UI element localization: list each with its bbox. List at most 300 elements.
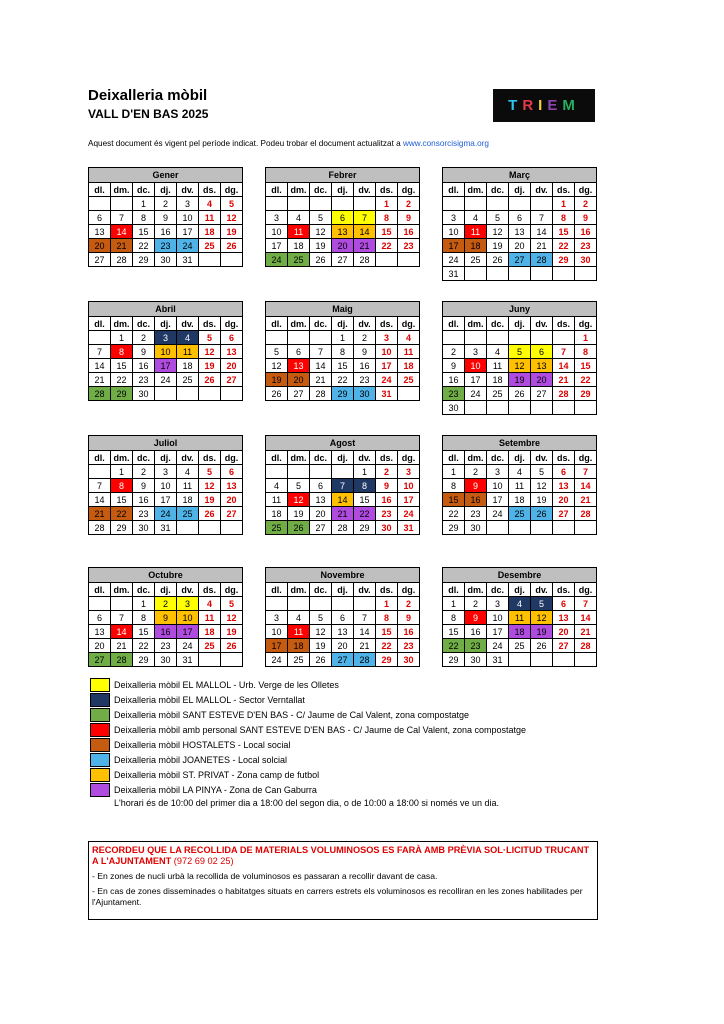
day-cell: 21: [354, 239, 376, 253]
day-cell: 2: [575, 197, 597, 211]
weekday-header: dl.: [443, 317, 465, 331]
day-cell: 22: [376, 639, 398, 653]
day-cell: 17: [155, 493, 177, 507]
day-cell: 4: [288, 611, 310, 625]
day-cell: 4: [177, 331, 199, 345]
month-juliol: [88, 435, 243, 535]
weekday-header: ds.: [553, 183, 575, 197]
day-cell: 11: [266, 493, 288, 507]
day-cell: 29: [553, 253, 575, 267]
day-cell: 25: [509, 639, 531, 653]
empty-day-cell: [575, 653, 597, 667]
weekday-header: dm.: [111, 451, 133, 465]
notice-line-1: - En zones de nucli urbà la recollida de voluminosos es passaran a recollir davant de casa.: [92, 871, 438, 881]
logo-letter: E: [547, 97, 563, 114]
day-cell: 21: [332, 507, 354, 521]
weekday-header: dl.: [266, 583, 288, 597]
day-cell: 14: [310, 359, 332, 373]
logo-letter: M: [562, 97, 580, 114]
legend-label: Deixalleria mòbil EL MALLOL - Sector Verntallat: [114, 694, 305, 705]
day-cell: 16: [398, 625, 420, 639]
legend-item: [90, 677, 526, 692]
page-title: Deixalleria mòbil: [88, 87, 208, 104]
day-cell: 7: [354, 611, 376, 625]
day-cell: 19: [531, 493, 553, 507]
day-cell: 14: [89, 493, 111, 507]
day-cell: 26: [531, 639, 553, 653]
day-cell: 6: [221, 331, 243, 345]
empty-day-cell: [332, 465, 354, 479]
empty-day-cell: [531, 331, 553, 345]
empty-day-cell: [531, 653, 553, 667]
weekday-header: dm.: [288, 317, 310, 331]
legend-swatch: [90, 678, 110, 692]
empty-day-cell: [310, 465, 332, 479]
weekday-header: dv.: [531, 451, 553, 465]
day-cell: 5: [310, 611, 332, 625]
day-cell: 6: [553, 465, 575, 479]
day-cell: 29: [575, 387, 597, 401]
day-cell: 2: [465, 597, 487, 611]
day-cell: 18: [199, 625, 221, 639]
day-cell: 30: [133, 387, 155, 401]
empty-day-cell: [531, 401, 553, 415]
day-cell: 27: [221, 373, 243, 387]
day-cell: 27: [332, 253, 354, 267]
day-cell: 16: [354, 359, 376, 373]
weekday-header: dg.: [575, 451, 597, 465]
day-cell: 2: [155, 597, 177, 611]
day-cell: 25: [487, 387, 509, 401]
day-cell: 18: [465, 239, 487, 253]
empty-day-cell: [221, 521, 243, 535]
day-cell: 26: [310, 653, 332, 667]
day-cell: 12: [221, 611, 243, 625]
day-cell: 4: [465, 211, 487, 225]
day-cell: 31: [177, 653, 199, 667]
legend-label: Deixalleria mòbil SANT ESTEVE D'EN BAS - C/ Jaume de Cal Valent, zona compostatge: [114, 709, 470, 720]
empty-day-cell: [155, 387, 177, 401]
day-cell: 12: [199, 479, 221, 493]
weekday-header: ds.: [553, 317, 575, 331]
day-cell: 27: [553, 639, 575, 653]
weekday-header: dm.: [465, 183, 487, 197]
weekday-header: dv.: [531, 317, 553, 331]
day-cell: 10: [398, 479, 420, 493]
day-cell: 9: [398, 611, 420, 625]
day-cell: 28: [310, 387, 332, 401]
empty-day-cell: [288, 197, 310, 211]
weekday-header: dl.: [89, 583, 111, 597]
day-cell: 3: [266, 211, 288, 225]
weekday-header: dg.: [221, 583, 243, 597]
weekday-header: dm.: [111, 183, 133, 197]
day-cell: 25: [177, 373, 199, 387]
day-cell: 26: [199, 373, 221, 387]
day-cell: 24: [177, 639, 199, 653]
day-cell: 20: [531, 373, 553, 387]
day-cell: 11: [398, 345, 420, 359]
weekday-header: dj.: [332, 183, 354, 197]
day-cell: 15: [133, 225, 155, 239]
day-cell: 18: [199, 225, 221, 239]
month-name: Febrer: [266, 168, 420, 183]
month-maig: [265, 301, 420, 401]
weekday-header: dm.: [465, 317, 487, 331]
day-cell: 12: [199, 345, 221, 359]
weekday-header: dj.: [155, 317, 177, 331]
day-cell: 9: [155, 611, 177, 625]
day-cell: 10: [376, 345, 398, 359]
day-cell: 3: [398, 465, 420, 479]
day-cell: 23: [155, 639, 177, 653]
weekday-header: dc.: [133, 583, 155, 597]
day-cell: 26: [531, 507, 553, 521]
day-cell: 18: [288, 239, 310, 253]
day-cell: 6: [221, 465, 243, 479]
day-cell: 26: [221, 239, 243, 253]
day-cell: 27: [553, 507, 575, 521]
day-cell: 22: [332, 373, 354, 387]
day-cell: 16: [155, 225, 177, 239]
weekday-header: ds.: [199, 317, 221, 331]
day-cell: 29: [443, 653, 465, 667]
day-cell: 20: [89, 639, 111, 653]
legend-item: [90, 707, 526, 722]
day-cell: 8: [575, 345, 597, 359]
day-cell: 9: [155, 211, 177, 225]
day-cell: 24: [376, 373, 398, 387]
day-cell: 7: [332, 479, 354, 493]
weekday-header: dc.: [310, 317, 332, 331]
day-cell: 20: [509, 239, 531, 253]
weekday-header: dl.: [266, 451, 288, 465]
empty-day-cell: [443, 197, 465, 211]
weekday-header: dv.: [531, 183, 553, 197]
day-cell: 8: [111, 345, 133, 359]
day-cell: 12: [310, 625, 332, 639]
empty-day-cell: [465, 197, 487, 211]
weekday-header: dl.: [89, 183, 111, 197]
empty-day-cell: [288, 465, 310, 479]
day-cell: 21: [575, 625, 597, 639]
weekday-header: dj.: [155, 583, 177, 597]
day-cell: 24: [398, 507, 420, 521]
legend-swatch: [90, 738, 110, 752]
day-cell: 19: [199, 359, 221, 373]
day-cell: 7: [89, 345, 111, 359]
day-cell: 2: [443, 345, 465, 359]
notice-text: Aquest document és vigent pel període indicat. Podeu trobar el document actualitzat a: [88, 139, 403, 148]
day-cell: 13: [288, 359, 310, 373]
day-cell: 10: [177, 211, 199, 225]
day-cell: 5: [310, 211, 332, 225]
day-cell: 20: [221, 359, 243, 373]
day-cell: 3: [266, 611, 288, 625]
day-cell: 22: [575, 373, 597, 387]
day-cell: 30: [354, 387, 376, 401]
day-cell: 21: [310, 373, 332, 387]
empty-day-cell: [266, 597, 288, 611]
empty-day-cell: [443, 331, 465, 345]
day-cell: 23: [465, 639, 487, 653]
website-link[interactable]: www.consorcisigma.org: [402, 139, 489, 148]
weekday-header: dg.: [575, 317, 597, 331]
empty-day-cell: [465, 331, 487, 345]
weekday-header: dc.: [310, 451, 332, 465]
day-cell: 22: [443, 639, 465, 653]
day-cell: 8: [376, 211, 398, 225]
weekday-header: dj.: [155, 451, 177, 465]
day-cell: 11: [288, 625, 310, 639]
day-cell: 4: [199, 197, 221, 211]
day-cell: 14: [89, 359, 111, 373]
weekday-header: dj.: [509, 317, 531, 331]
day-cell: 30: [376, 521, 398, 535]
day-cell: 17: [443, 239, 465, 253]
day-cell: 14: [531, 225, 553, 239]
day-cell: 10: [266, 625, 288, 639]
day-cell: 6: [288, 345, 310, 359]
day-cell: 10: [266, 225, 288, 239]
month-octubre: [88, 567, 243, 667]
weekday-header: dc.: [133, 451, 155, 465]
day-cell: 21: [111, 239, 133, 253]
day-cell: 26: [266, 387, 288, 401]
empty-day-cell: [89, 597, 111, 611]
day-cell: 15: [443, 625, 465, 639]
day-cell: 22: [111, 373, 133, 387]
weekday-header: dv.: [177, 451, 199, 465]
day-cell: 9: [465, 479, 487, 493]
weekday-header: dj.: [332, 317, 354, 331]
empty-day-cell: [288, 331, 310, 345]
day-cell: 25: [509, 507, 531, 521]
legend-label: Deixalleria mòbil LA PINYA - Zona de Can Gaburra: [114, 784, 317, 795]
day-cell: 24: [266, 253, 288, 267]
day-cell: 12: [509, 359, 531, 373]
day-cell: 16: [398, 225, 420, 239]
day-cell: 11: [487, 359, 509, 373]
weekday-header: ds.: [553, 583, 575, 597]
empty-day-cell: [221, 253, 243, 267]
alert-phone: (972 69 02 25): [171, 856, 234, 866]
day-cell: 25: [288, 253, 310, 267]
day-cell: 8: [133, 211, 155, 225]
day-cell: 3: [155, 465, 177, 479]
day-cell: 1: [553, 197, 575, 211]
month-name: Novembre: [266, 568, 420, 583]
day-cell: 8: [443, 479, 465, 493]
day-cell: 29: [111, 387, 133, 401]
day-cell: 29: [332, 387, 354, 401]
weekday-header: dc.: [133, 183, 155, 197]
day-cell: 15: [553, 225, 575, 239]
day-cell: 8: [332, 345, 354, 359]
weekday-header: ds.: [199, 583, 221, 597]
day-cell: 30: [465, 521, 487, 535]
weekday-header: dl.: [443, 451, 465, 465]
day-cell: 22: [111, 507, 133, 521]
day-cell: 26: [288, 521, 310, 535]
weekday-header: dj.: [509, 451, 531, 465]
weekday-header: dg.: [221, 451, 243, 465]
empty-day-cell: [266, 331, 288, 345]
day-cell: 15: [376, 625, 398, 639]
day-cell: 13: [89, 625, 111, 639]
day-cell: 8: [553, 211, 575, 225]
day-cell: 4: [266, 479, 288, 493]
day-cell: 16: [575, 225, 597, 239]
day-cell: 28: [89, 387, 111, 401]
day-cell: 26: [221, 639, 243, 653]
day-cell: 13: [553, 479, 575, 493]
day-cell: 20: [310, 507, 332, 521]
day-cell: 19: [310, 239, 332, 253]
legend-item: [90, 722, 526, 737]
legend-label: Deixalleria mòbil HOSTALETS - Local social: [114, 739, 291, 750]
weekday-header: dj.: [509, 183, 531, 197]
day-cell: 6: [509, 211, 531, 225]
day-cell: 27: [531, 387, 553, 401]
weekday-header: dv.: [177, 583, 199, 597]
empty-day-cell: [398, 253, 420, 267]
day-cell: 14: [575, 479, 597, 493]
day-cell: 21: [575, 493, 597, 507]
legend-swatch: [90, 783, 110, 797]
day-cell: 6: [310, 479, 332, 493]
day-cell: 17: [266, 239, 288, 253]
day-cell: 1: [332, 331, 354, 345]
weekday-header: dm.: [465, 583, 487, 597]
day-cell: 31: [487, 653, 509, 667]
empty-day-cell: [266, 197, 288, 211]
day-cell: 10: [443, 225, 465, 239]
day-cell: 3: [487, 597, 509, 611]
day-cell: 13: [509, 225, 531, 239]
day-cell: 7: [575, 597, 597, 611]
empty-day-cell: [199, 521, 221, 535]
day-cell: 21: [531, 239, 553, 253]
empty-day-cell: [89, 465, 111, 479]
day-cell: 18: [398, 359, 420, 373]
day-cell: 4: [177, 465, 199, 479]
day-cell: 4: [509, 465, 531, 479]
weekday-header: dv.: [354, 451, 376, 465]
day-cell: 4: [398, 331, 420, 345]
day-cell: 8: [111, 479, 133, 493]
day-cell: 21: [354, 639, 376, 653]
day-cell: 17: [376, 359, 398, 373]
weekday-header: dc.: [487, 317, 509, 331]
day-cell: 12: [531, 611, 553, 625]
day-cell: 17: [398, 493, 420, 507]
empty-day-cell: [509, 401, 531, 415]
day-cell: 13: [332, 625, 354, 639]
day-cell: 27: [288, 387, 310, 401]
empty-day-cell: [553, 331, 575, 345]
day-cell: 10: [487, 479, 509, 493]
weekday-header: dm.: [465, 451, 487, 465]
day-cell: 24: [155, 507, 177, 521]
day-cell: 21: [111, 639, 133, 653]
day-cell: 9: [133, 345, 155, 359]
validity-notice: [88, 139, 489, 148]
day-cell: 19: [199, 493, 221, 507]
weekday-header: dv.: [354, 317, 376, 331]
day-cell: 9: [443, 359, 465, 373]
day-cell: 14: [553, 359, 575, 373]
day-cell: 19: [221, 225, 243, 239]
day-cell: 24: [487, 507, 509, 521]
empty-day-cell: [575, 267, 597, 281]
empty-day-cell: [199, 653, 221, 667]
day-cell: 1: [443, 465, 465, 479]
day-cell: 30: [155, 653, 177, 667]
page-subtitle: VALL D'EN BAS 2025: [88, 107, 209, 121]
day-cell: 3: [177, 597, 199, 611]
day-cell: 20: [89, 239, 111, 253]
day-cell: 3: [376, 331, 398, 345]
weekday-header: dv.: [354, 583, 376, 597]
weekday-header: dg.: [398, 317, 420, 331]
day-cell: 5: [199, 331, 221, 345]
empty-day-cell: [553, 653, 575, 667]
day-cell: 29: [111, 521, 133, 535]
day-cell: 24: [465, 387, 487, 401]
day-cell: 2: [133, 331, 155, 345]
legend-label: Deixalleria mòbil amb personal SANT ESTEVE D'EN BAS - C/ Jaume de Cal Valent, zona compostatge: [114, 724, 527, 735]
month-abril: [88, 301, 243, 401]
day-cell: 23: [354, 373, 376, 387]
day-cell: 23: [376, 507, 398, 521]
weekday-header: dg.: [221, 183, 243, 197]
day-cell: 2: [465, 465, 487, 479]
day-cell: 1: [354, 465, 376, 479]
day-cell: 22: [133, 639, 155, 653]
month-name: Març: [443, 168, 597, 183]
day-cell: 5: [509, 345, 531, 359]
day-cell: 25: [465, 253, 487, 267]
weekday-header: dg.: [398, 451, 420, 465]
logo-letter: R: [522, 97, 539, 114]
day-cell: 21: [89, 373, 111, 387]
day-cell: 5: [221, 597, 243, 611]
month-agost: [265, 435, 420, 535]
empty-day-cell: [288, 597, 310, 611]
empty-day-cell: [553, 401, 575, 415]
day-cell: 18: [288, 639, 310, 653]
day-cell: 23: [443, 387, 465, 401]
day-cell: 2: [133, 465, 155, 479]
weekday-header: dg.: [221, 317, 243, 331]
weekday-header: dl.: [443, 183, 465, 197]
logo-letter: I: [538, 97, 548, 114]
day-cell: 20: [553, 625, 575, 639]
day-cell: 26: [199, 507, 221, 521]
day-cell: 12: [531, 479, 553, 493]
day-cell: 20: [221, 493, 243, 507]
weekday-header: ds.: [376, 183, 398, 197]
day-cell: 18: [266, 507, 288, 521]
legend-label: Deixalleria mòbil ST. PRIVAT - Zona camp de futbol: [114, 769, 320, 780]
day-cell: 29: [133, 253, 155, 267]
legend-label: Deixalleria mòbil EL MALLOL - Urb. Verge de les Olletes: [114, 679, 339, 690]
empty-day-cell: [354, 597, 376, 611]
day-cell: 27: [89, 653, 111, 667]
day-cell: 11: [465, 225, 487, 239]
day-cell: 13: [531, 359, 553, 373]
